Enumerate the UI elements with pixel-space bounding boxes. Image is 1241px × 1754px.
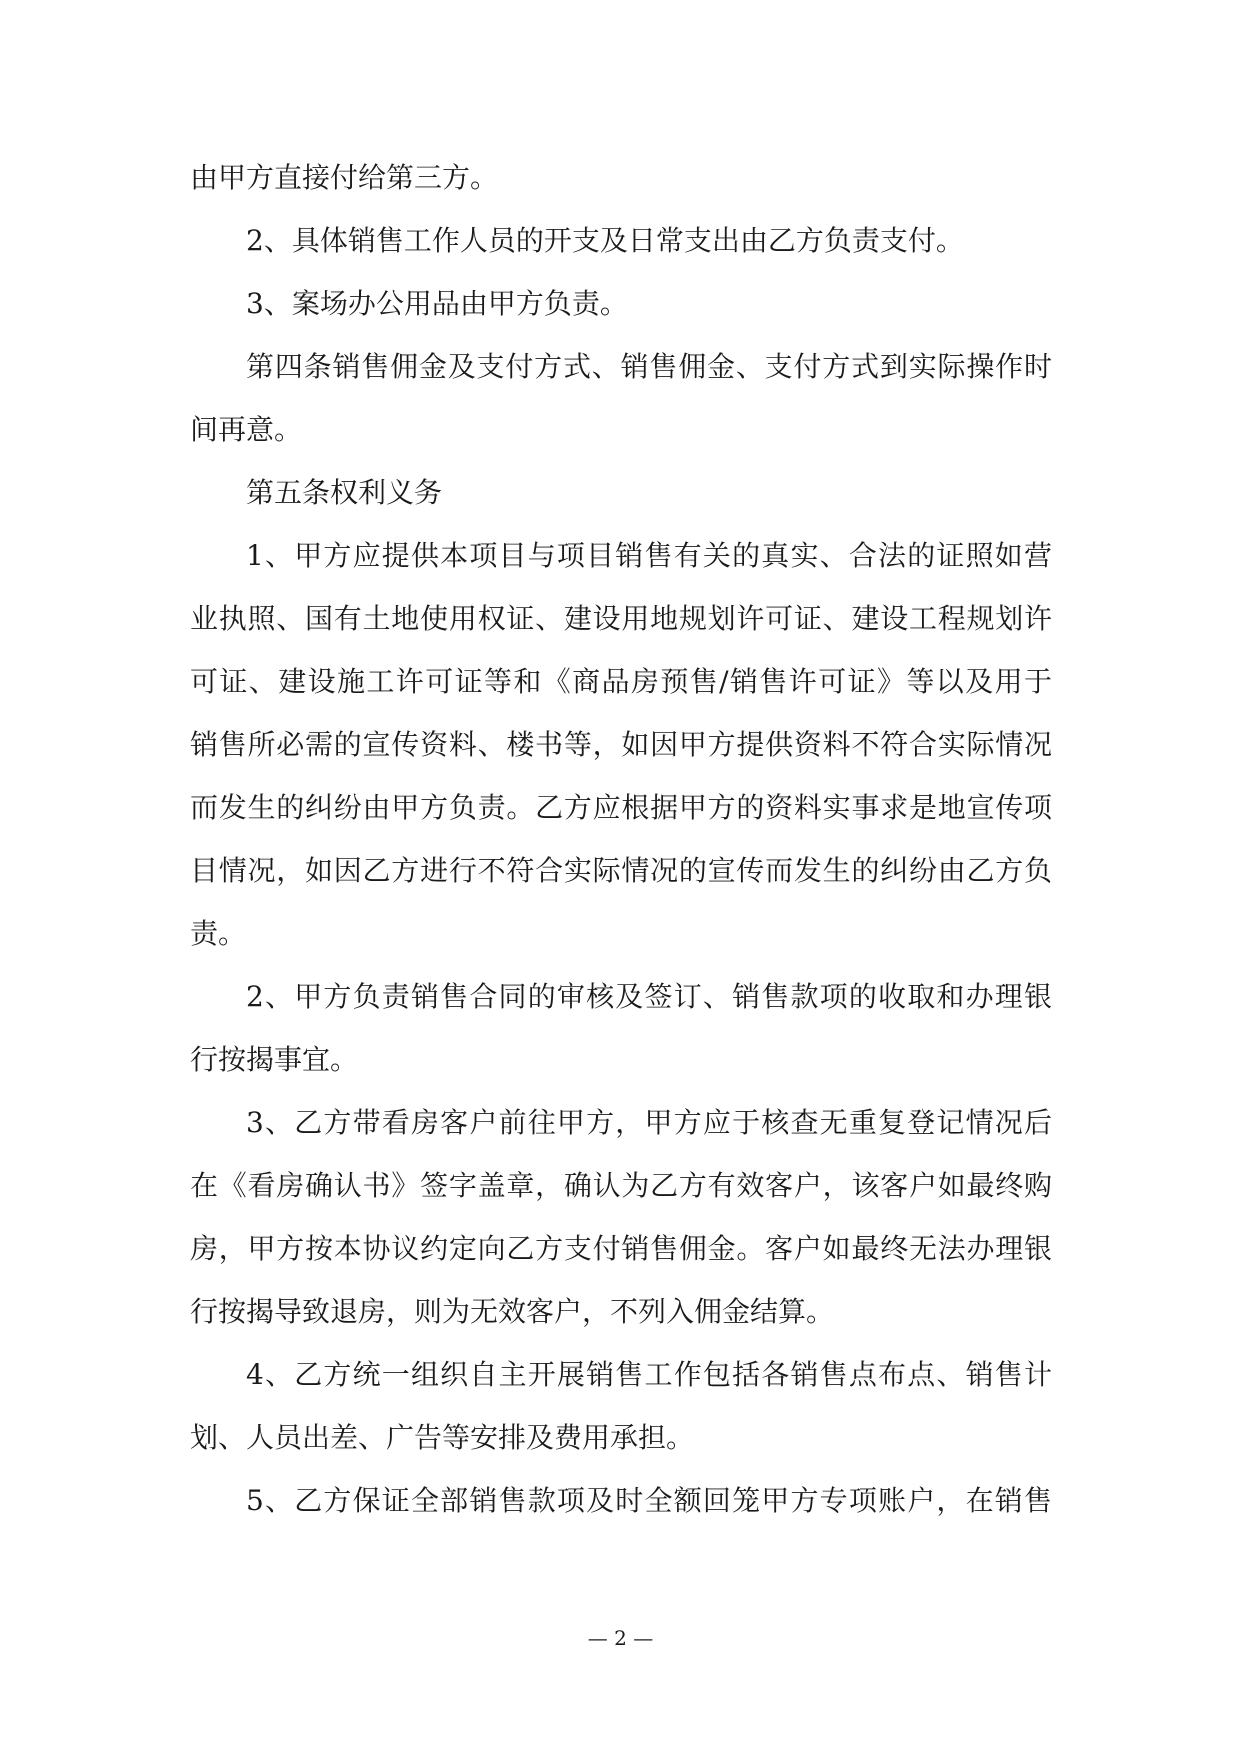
paragraph-line: 由甲方直接付给第三方。 bbox=[190, 161, 499, 194]
page-number: — 2 — bbox=[587, 1626, 654, 1650]
paragraph-line: 3、乙方带看房客户前往甲方，甲方应于核查无重复登记情况后 bbox=[246, 1106, 1052, 1139]
paragraph-line: 在《看房确认书》签字盖章，确认为乙方有效客户，该客户如最终购 bbox=[190, 1169, 1052, 1202]
paragraph-line: 划、人员出差、广告等安排及费用承担。 bbox=[190, 1421, 695, 1454]
paragraph-line: 而发生的纠纷由甲方负责。乙方应根据甲方的资料实事求是地宣传项 bbox=[190, 791, 1052, 824]
paragraph-line: 可证、建设施工许可证等和《商品房预售/销售许可证》等以及用于 bbox=[190, 665, 1052, 698]
paragraph-line: 销售所必需的宣传资料、楼书等，如因甲方提供资料不符合实际情况 bbox=[190, 728, 1052, 761]
paragraph-line: 5、乙方保证全部销售款项及时全额回笼甲方专项账户，在销售 bbox=[246, 1484, 1052, 1517]
paragraph-line: 业执照、国有土地使用权证、建设用地规划许可证、建设工程规划许 bbox=[190, 602, 1052, 635]
paragraph-line: 第四条销售佣金及支付方式、销售佣金、支付方式到实际操作时 bbox=[246, 350, 1052, 383]
paragraph-line: 责。 bbox=[190, 917, 247, 950]
paragraph-line: 2、甲方负责销售合同的审核及签订、销售款项的收取和办理银 bbox=[246, 980, 1052, 1013]
paragraph-line: 行按揭事宜。 bbox=[190, 1043, 359, 1076]
paragraph-line: 2、具体销售工作人员的开支及日常支出由乙方负责支付。 bbox=[246, 224, 964, 257]
paragraph-line: 目情况，如因乙方进行不符合实际情况的宣传而发生的纠纷由乙方负 bbox=[190, 854, 1052, 887]
paragraph-line: 间再意。 bbox=[190, 413, 303, 446]
paragraph-line: 3、案场办公用品由甲方负责。 bbox=[246, 287, 628, 320]
paragraph-line: 4、乙方统一组织自主开展销售工作包括各销售点布点、销售计 bbox=[246, 1358, 1052, 1391]
paragraph-line: 1、甲方应提供本项目与项目销售有关的真实、合法的证照如营 bbox=[246, 539, 1052, 572]
paragraph-line: 房，甲方按本协议约定向乙方支付销售佣金。客户如最终无法办理银 bbox=[190, 1232, 1052, 1265]
section-heading: 第五条权利义务 bbox=[246, 476, 443, 509]
paragraph-line: 行按揭导致退房，则为无效客户，不列入佣金结算。 bbox=[190, 1295, 835, 1328]
